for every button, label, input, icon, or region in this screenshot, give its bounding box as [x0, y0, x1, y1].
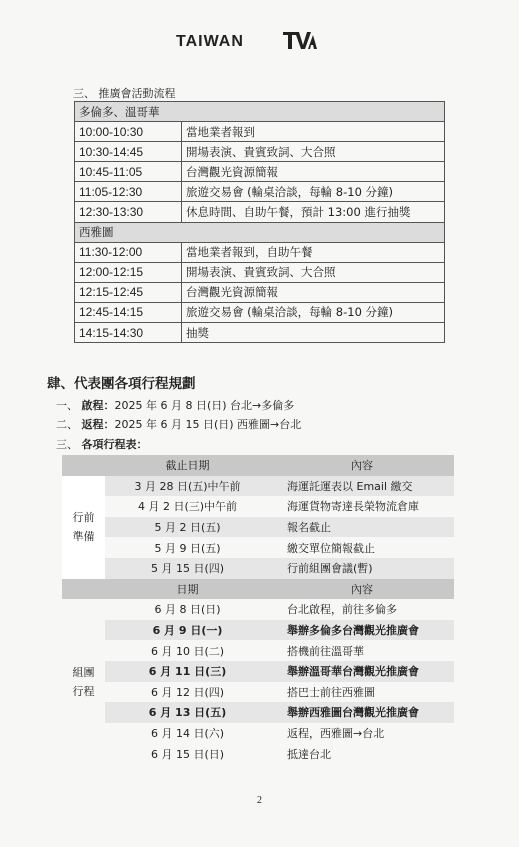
- column-header-row: [62, 579, 454, 600]
- tour-row: [62, 640, 454, 661]
- group-name: 多倫多、溫哥華: [75, 102, 445, 122]
- column-header-row: [62, 455, 454, 476]
- schedule-row: [75, 162, 445, 182]
- list-number: 三、: [56, 438, 78, 451]
- schedule-row: [75, 202, 445, 222]
- list-number: 一、: [56, 399, 78, 412]
- departure-text: 2025 年 6 月 8 日(日) 台北→多倫多: [114, 399, 295, 412]
- time-cell: 12:45-14:15: [75, 302, 182, 322]
- time-cell: 11:30-12:00: [75, 242, 182, 262]
- schedule-row: [75, 242, 445, 262]
- deadline-cell: 5 月 9 日(五): [154, 541, 221, 555]
- content-cell: 報名截止: [270, 517, 454, 538]
- tour-row: [62, 743, 454, 764]
- schedule-row: [75, 182, 445, 202]
- date-cell: 6 月 15 日(日): [150, 747, 225, 761]
- itinerary-label-line: [56, 436, 148, 452]
- time-cell: 14:15-14:30: [75, 323, 182, 343]
- tour-row: [62, 620, 454, 641]
- time-cell: 10:00-10:30: [75, 122, 182, 142]
- deadline-cell: 5 月 2 日(五): [105, 517, 270, 538]
- tour-row: [62, 661, 454, 682]
- group-header-row: [75, 102, 445, 122]
- prep-row: [62, 476, 454, 497]
- prep-row: [62, 558, 454, 579]
- time-cell: 10:45-11:05: [75, 162, 182, 182]
- group-label-text: 組團行程: [72, 665, 95, 698]
- content-cell: 繳交單位簡報截止: [287, 541, 375, 555]
- content-cell: 抵達台北: [287, 747, 331, 761]
- tva-logo: [282, 29, 318, 51]
- time-cell: 12:15-12:45: [75, 282, 182, 302]
- content-cell: 搭機前往溫哥華: [287, 644, 364, 658]
- blank-header-cell: [62, 579, 105, 600]
- deadline-column-header: 截止日期: [105, 455, 270, 476]
- list-number: 二、: [56, 418, 78, 431]
- deadline-cell: 5 月 15 日(四): [105, 558, 270, 579]
- section4-heading: 肆、代表團各項行程規劃: [47, 376, 196, 392]
- group-label-text: 行前準備: [72, 511, 95, 544]
- tour-row: [62, 702, 454, 723]
- item-cell: 當地業者報到: [182, 122, 445, 142]
- blank-header-cell: [62, 455, 105, 476]
- time-cell: 12:00-12:15: [75, 262, 182, 282]
- prep-row: [62, 537, 454, 558]
- item-cell: 開場表演、貴賓致詞、大合照: [182, 262, 445, 282]
- time-cell: 12:30-13:30: [75, 202, 182, 222]
- prep-row: [62, 517, 454, 538]
- return-label: 返程：: [81, 418, 115, 431]
- deadline-cell: 3 月 28 日(五)中午前: [105, 476, 270, 497]
- content-cell: 海運託運表以 Email 繳交: [270, 476, 454, 497]
- content-cell: 海運貨物寄達長榮物流倉庫: [287, 500, 419, 514]
- tour-group-label: [62, 599, 105, 764]
- content-cell: 舉辦多倫多台灣觀光推廣會: [270, 620, 454, 641]
- content-column-header: 內容: [270, 579, 454, 600]
- schedule-row: [75, 323, 445, 343]
- content-column-header: 內容: [270, 455, 454, 476]
- item-cell: 旅遊交易會 (輪桌洽談，每輪 8-10 分鐘): [182, 302, 445, 322]
- item-cell: 休息時間、自助午餐，預計 13:00 進行抽獎: [182, 202, 445, 222]
- content-cell: 行前組團會議(暫): [270, 558, 454, 579]
- header-logos: [0, 33, 519, 57]
- content-cell: 返程，西雅圖→台北: [287, 727, 385, 741]
- time-cell: 10:30-14:45: [75, 142, 182, 162]
- tour-row: [62, 682, 454, 703]
- prep-row: [62, 496, 454, 517]
- item-cell: 旅遊交易會 (輪桌洽談，每輪 8-10 分鐘): [182, 182, 445, 202]
- date-cell: 6 月 8 日(日): [154, 603, 221, 617]
- section3-heading: 三、 推廣會活動流程: [73, 87, 176, 100]
- schedule-row: [75, 302, 445, 322]
- date-cell: 6 月 14 日(六): [150, 727, 225, 741]
- time-cell: 11:05-12:30: [75, 182, 182, 202]
- schedule-row: [75, 122, 445, 142]
- content-cell: 搭巴士前往西雅圖: [287, 685, 375, 699]
- group-header-row: [75, 222, 445, 242]
- tour-row: [62, 599, 454, 620]
- date-cell: 6 月 13 日(五): [105, 702, 270, 723]
- content-cell: 舉辦溫哥華台灣觀光推廣會: [270, 661, 454, 682]
- tour-row: [62, 723, 454, 744]
- departure-label: 啟程：: [81, 399, 115, 412]
- date-cell: 6 月 11 日(三): [105, 661, 270, 682]
- item-cell: 台灣觀光資源簡報: [182, 162, 445, 182]
- event-schedule-table: [74, 101, 445, 343]
- date-column-header: 日期: [105, 579, 270, 600]
- schedule-row: [75, 262, 445, 282]
- schedule-row: [75, 142, 445, 162]
- item-cell: 開場表演、貴賓致詞、大合照: [182, 142, 445, 162]
- page-number: 2: [257, 795, 262, 806]
- deadline-cell: 4 月 2 日(三)中午前: [137, 500, 238, 514]
- date-cell: 6 月 10 日(二): [150, 644, 225, 658]
- group-name: 西雅圖: [75, 222, 445, 242]
- schedule-row: [75, 282, 445, 302]
- taiwan-logo: TAIWAN: [176, 33, 244, 50]
- item-cell: 抽獎: [182, 323, 445, 343]
- itinerary-table: [62, 455, 454, 764]
- date-cell: 6 月 12 日(四): [150, 685, 225, 699]
- itinerary-label: 各項行程表：: [81, 438, 148, 451]
- item-cell: 當地業者報到，自助午餐: [182, 242, 445, 262]
- date-cell: 6 月 9 日(一): [105, 620, 270, 641]
- return-line: [56, 416, 301, 432]
- content-cell: 舉辦西雅圖台灣觀光推廣會: [270, 702, 454, 723]
- prep-group-label: [62, 476, 105, 579]
- return-text: 2025 年 6 月 15 日(日) 西雅圖→台北: [114, 418, 302, 431]
- departure-line: [56, 397, 294, 413]
- content-cell: 台北啟程，前往多倫多: [287, 603, 397, 617]
- item-cell: 台灣觀光資源簡報: [182, 282, 445, 302]
